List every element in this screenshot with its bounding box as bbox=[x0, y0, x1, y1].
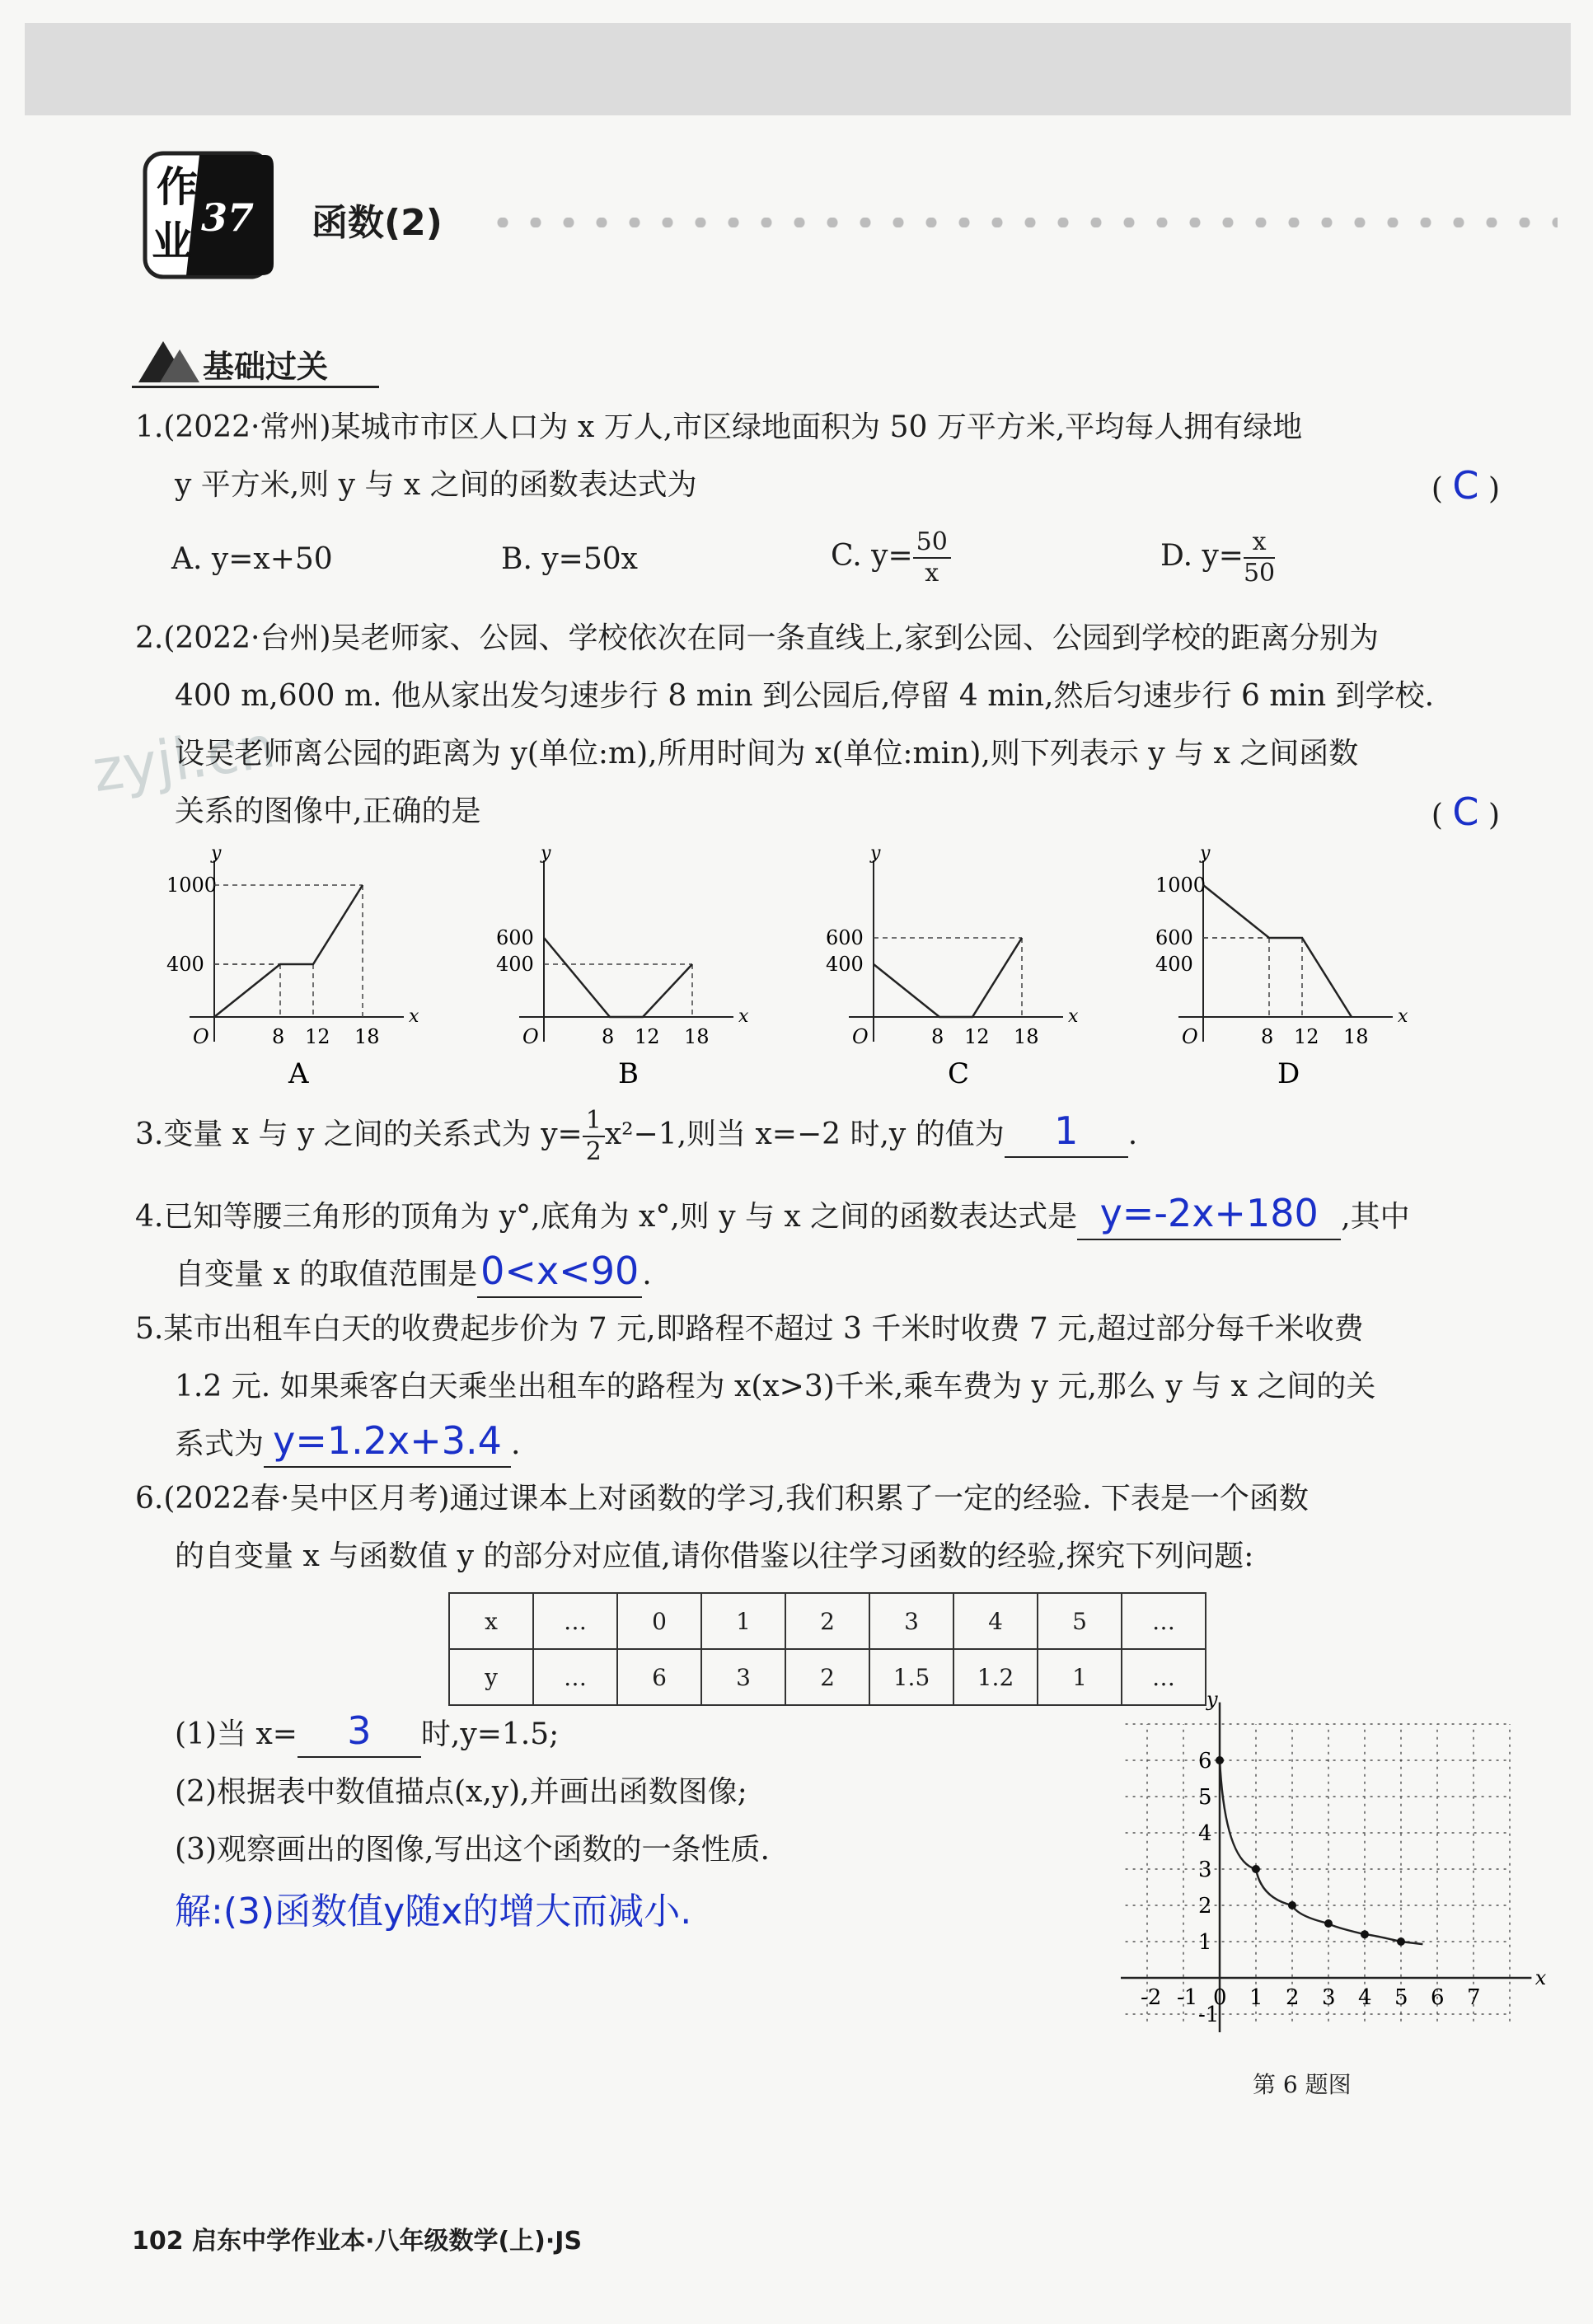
question-4: 4.已知等腰三角形的顶角为 y°,底角为 x°,则 y 与 x 之间的函数表达式是 y=-2x+180 ,其中 自变量 x 的取值范围是0<x<90 . bbox=[135, 1188, 1500, 1304]
q6-sub1-blank bbox=[298, 1709, 421, 1758]
function-curve bbox=[1220, 1760, 1422, 1944]
data-point bbox=[1252, 1865, 1260, 1873]
table-cell: 5 bbox=[1038, 1593, 1122, 1649]
q2-line1: 2.(2022·台州)吴老师家、公园、学校依次在同一条直线上,家到公园、公园到学校的距离分别为 bbox=[135, 621, 1379, 655]
table-cell: … bbox=[1122, 1649, 1206, 1705]
table-cell: x bbox=[449, 1593, 533, 1649]
x-axis-label: x bbox=[1534, 1966, 1547, 1989]
q2-graph-d bbox=[1154, 844, 1417, 1091]
graph-line bbox=[1203, 885, 1352, 1017]
origin-label: O bbox=[852, 1025, 869, 1048]
badge-char-bottom: 业 bbox=[152, 217, 193, 265]
y-tick-label: -1 bbox=[1198, 2003, 1220, 2027]
question-1 bbox=[135, 399, 1500, 514]
table-row bbox=[449, 1593, 1206, 1649]
x-tick-label: 0 bbox=[1213, 1985, 1227, 2010]
y-axis-label: y bbox=[1206, 1689, 1218, 1711]
x-tick-label: 8 bbox=[602, 1025, 615, 1048]
y-tick-label: 2 bbox=[1198, 1894, 1212, 1919]
section-title: 基础过关 bbox=[203, 349, 329, 385]
q1-line1: 1.(2022·常州)某城市市区人口为 x 万人,市区绿地面积为 50 万平方米,平均每人拥有绿地 bbox=[135, 410, 1303, 444]
y-tick-label: 3 bbox=[1198, 1858, 1212, 1882]
x-tick-label: 2 bbox=[1286, 1985, 1300, 2010]
q1-option-d: D. y= $\frac{x}{50}$ bbox=[1160, 527, 1276, 588]
q5-answer-blank bbox=[264, 1419, 511, 1468]
section-underline bbox=[132, 386, 379, 388]
table-cell: y bbox=[449, 1649, 533, 1705]
y-tick-label: 400 bbox=[1155, 953, 1193, 976]
table-cell: 1.5 bbox=[869, 1649, 953, 1705]
badge-char-top: 作 bbox=[157, 162, 198, 211]
q2-line2: 400 m,600 m. 他从家出发匀速步行 8 min 到公园后,停留 4 min,然后匀速步行 6 min 到学校. bbox=[175, 679, 1435, 713]
q1-answer-paren: ( C ) bbox=[1431, 463, 1500, 508]
q5-line1: 5.某市出租车白天的收费起步价为 7 元,即路程不超过 3 千米时收费 7 元,超过部分每千米收费 bbox=[135, 1312, 1364, 1346]
q2-answer: C bbox=[1452, 790, 1479, 834]
y-axis-label: y bbox=[541, 844, 551, 864]
data-point bbox=[1216, 1756, 1224, 1764]
q6-function-graph bbox=[1121, 1689, 1549, 2069]
graph-line bbox=[214, 885, 363, 1017]
q5-answer: y=1.2x+3.4 bbox=[273, 1418, 502, 1463]
data-point bbox=[1288, 1901, 1296, 1909]
x-axis-label: x bbox=[1398, 1006, 1408, 1027]
y-tick-label: 400 bbox=[166, 953, 204, 976]
x-axis-label: x bbox=[409, 1006, 419, 1027]
data-point bbox=[1397, 1937, 1405, 1946]
x-axis-label: x bbox=[1068, 1006, 1079, 1027]
y-axis-label: y bbox=[211, 844, 222, 864]
top-band bbox=[25, 23, 1571, 115]
table-cell: … bbox=[533, 1649, 617, 1705]
x-tick-label: 18 bbox=[1014, 1025, 1039, 1048]
badge-number: 37 bbox=[201, 195, 255, 240]
x-tick-label: 3 bbox=[1322, 1985, 1336, 2010]
x-tick-label: 12 bbox=[635, 1025, 660, 1048]
q5-line2: 1.2 元. 如果乘客白天乘坐出租车的路程为 x(x>3)千米,乘车费为 y 元,那么 y 与 x 之间的关 bbox=[175, 1370, 1376, 1403]
y-tick-label: 1000 bbox=[166, 874, 218, 897]
x-tick-label: 7 bbox=[1467, 1985, 1481, 2010]
table-cell: 1.2 bbox=[953, 1649, 1038, 1705]
page-footer: 102 启东中学作业本·八年级数学(上)·JS bbox=[132, 2227, 583, 2256]
table-cell: 6 bbox=[617, 1649, 701, 1705]
y-tick-label: 400 bbox=[496, 953, 534, 976]
q6-solution: 解:(3)函数值y随x的增大而减小. bbox=[175, 1891, 692, 1933]
q6-sub1-answer: 3 bbox=[347, 1708, 372, 1753]
graph-label: B bbox=[618, 1057, 639, 1090]
q1-option-c: C. y= $\frac{50}{x}$ bbox=[831, 527, 951, 588]
question-6 bbox=[135, 1470, 1500, 1586]
table-row bbox=[449, 1649, 1206, 1705]
question-3: 3.变量 x 与 y 之间的关系式为 y= $\frac{1}{2}$ x²−1,则当 x=−2 时,y 的值为 1 . bbox=[135, 1106, 1138, 1166]
x-tick-label: 1 bbox=[1249, 1985, 1263, 2010]
x-axis-label: x bbox=[738, 1006, 749, 1027]
x-tick-label: 12 bbox=[1294, 1025, 1319, 1048]
x-tick-label: 12 bbox=[964, 1025, 990, 1048]
table-cell: 3 bbox=[701, 1649, 785, 1705]
table-cell: 0 bbox=[617, 1593, 701, 1649]
y-tick-label: 600 bbox=[1155, 926, 1193, 949]
q3-answer-blank bbox=[1005, 1109, 1128, 1158]
q4-answer1: y=-2x+180 bbox=[1099, 1191, 1319, 1235]
q2-answer-paren: ( C ) bbox=[1431, 790, 1500, 834]
x-tick-label: 12 bbox=[305, 1025, 330, 1048]
q2-line4: 关系的图像中,正确的是 ( C ) bbox=[135, 783, 1500, 841]
graph-label: D bbox=[1277, 1057, 1300, 1090]
table-cell: … bbox=[1122, 1593, 1206, 1649]
q2-line3: 设吴老师离公园的距离为 y(单位:m),所用时间为 x(单位:min),则下列表示 y 与 x 之间函数 bbox=[175, 737, 1359, 771]
graph-label: C bbox=[948, 1057, 970, 1090]
x-tick-label: 8 bbox=[1261, 1025, 1274, 1048]
x-tick-label: 8 bbox=[931, 1025, 944, 1048]
origin-label: O bbox=[1182, 1025, 1198, 1048]
x-tick-label: 6 bbox=[1431, 1985, 1445, 2010]
table-cell: 1 bbox=[701, 1593, 785, 1649]
x-tick-label: 18 bbox=[684, 1025, 710, 1048]
question-2 bbox=[135, 610, 1500, 841]
title-dots bbox=[486, 218, 1558, 227]
q2-graph-c bbox=[824, 844, 1088, 1091]
q4-answer1-blank bbox=[1077, 1192, 1341, 1240]
y-tick-label: 1000 bbox=[1155, 874, 1206, 897]
q6-value-table bbox=[448, 1592, 1206, 1706]
section-triangle-icon bbox=[138, 336, 204, 386]
q1-option-a: A. y=x+50 bbox=[171, 542, 333, 576]
table-cell: 4 bbox=[953, 1593, 1038, 1649]
y-tick-label: 4 bbox=[1198, 1821, 1212, 1846]
q6-line1: 6.(2022春·吴中区月考)通过课本上对函数的学习,我们积累了一定的经验. 下表是一个函数 bbox=[135, 1482, 1309, 1516]
q6-sub3: (3)观察画出的图像,写出这个函数的一条性质. bbox=[175, 1833, 770, 1867]
x-tick-label: 18 bbox=[354, 1025, 380, 1048]
table-cell: … bbox=[533, 1593, 617, 1649]
q6-figure-caption: 第 6 题图 bbox=[1253, 2071, 1352, 2098]
y-tick-label: 5 bbox=[1198, 1785, 1212, 1810]
q3-answer: 1 bbox=[1054, 1108, 1079, 1153]
x-tick-label: 8 bbox=[272, 1025, 285, 1048]
y-tick-label: 1 bbox=[1198, 1930, 1212, 1955]
y-tick-label: 600 bbox=[496, 926, 534, 949]
graph-label: A bbox=[288, 1057, 309, 1090]
page-title: 函数(2) bbox=[312, 202, 443, 244]
x-tick-label: -2 bbox=[1141, 1985, 1162, 2010]
x-tick-label: -1 bbox=[1177, 1985, 1198, 2010]
x-tick-label: 4 bbox=[1358, 1985, 1372, 2010]
table-cell: 2 bbox=[785, 1593, 869, 1649]
y-tick-label: 6 bbox=[1198, 1749, 1212, 1773]
table-cell: 3 bbox=[869, 1593, 953, 1649]
q2-graph-a bbox=[165, 844, 429, 1091]
x-tick-label: 5 bbox=[1394, 1985, 1408, 2010]
origin-label: O bbox=[193, 1025, 209, 1048]
question-5: 5.某市出租车白天的收费起步价为 7 元,即路程不超过 3 千米时收费 7 元,超过部分每千米收费 1.2 元. 如果乘客白天乘坐出租车的路程为 x(x>3)千米,乘车费为 y 元,那么 y 与 x 之间的关 系式为 y=1.2x+3.4 . bbox=[135, 1300, 1500, 1474]
data-point bbox=[1324, 1919, 1333, 1928]
graph-line bbox=[544, 938, 692, 1017]
q2-graph-b bbox=[494, 844, 758, 1091]
q4-answer2-blank bbox=[477, 1249, 642, 1298]
table-cell: 1 bbox=[1038, 1649, 1122, 1705]
origin-label: O bbox=[522, 1025, 539, 1048]
x-tick-label: 18 bbox=[1343, 1025, 1369, 1048]
y-axis-label: y bbox=[1200, 844, 1211, 864]
y-tick-label: 600 bbox=[826, 926, 864, 949]
q6-subquestions: (1)当 x= 3 时,y=1.5; (2)根据表中数值描点(x,y),并画出函数图像; (3)观察画出的图像,写出这个函数的一条性质. 解:(3)函数值y随x的增大而减小. bbox=[135, 1706, 1042, 1945]
q1-answer: C bbox=[1452, 463, 1479, 508]
q6-sub2: (2)根据表中数值描点(x,y),并画出函数图像; bbox=[175, 1775, 747, 1809]
q1-line2: y 平方米,则 y 与 x 之间的函数表达式为 ( C ) bbox=[135, 457, 1500, 514]
q6-line2: 的自变量 x 与函数值 y 的部分对应值,请你借鉴以往学习函数的经验,探究下列问题: bbox=[175, 1539, 1254, 1573]
data-point bbox=[1361, 1930, 1369, 1938]
y-axis-label: y bbox=[870, 844, 881, 864]
homework-badge bbox=[142, 150, 277, 283]
y-tick-label: 400 bbox=[826, 953, 864, 976]
q1-option-b: B. y=50x bbox=[501, 542, 638, 576]
watermark: zyjl.cn bbox=[88, 712, 279, 806]
table-cell: 2 bbox=[785, 1649, 869, 1705]
q4-answer2: 0<x<90 bbox=[480, 1249, 640, 1293]
graph-line bbox=[874, 938, 1022, 1017]
